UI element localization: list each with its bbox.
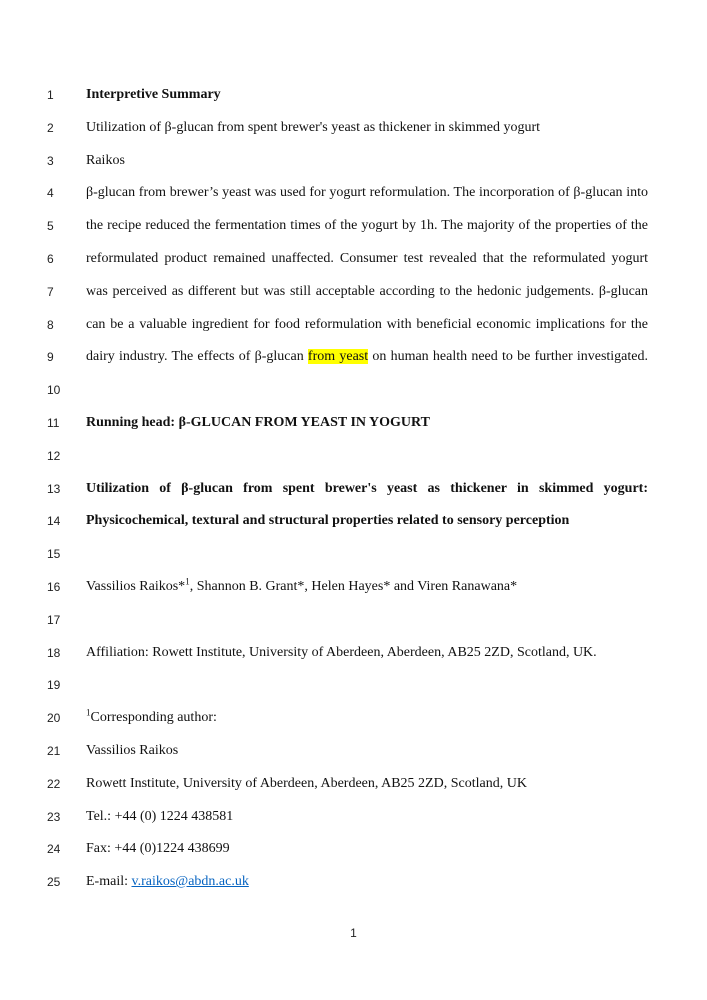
line-number: 19 <box>47 678 61 692</box>
line-7 <box>0 282 707 302</box>
affiliation: Affiliation: Rowett Institute, University of Aberdeen, Aberdeen, AB25 2ZD, Scotland, UK. <box>86 645 597 660</box>
line-number: 10 <box>47 383 61 397</box>
summary-body-last-line <box>86 347 648 367</box>
summary-body-line: β-glucan from brewer’s yeast was used for yogurt reformulation. The incorporation of β-glucan into <box>86 185 648 200</box>
line-number: 6 <box>47 252 54 266</box>
line-22 <box>0 774 707 794</box>
line-21 <box>0 741 707 761</box>
corresponding-label-text: Corresponding author: <box>90 710 217 725</box>
running-head: Running head: β-GLUCAN FROM YEAST IN YOGURT <box>86 415 430 430</box>
line-number: 13 <box>47 482 61 496</box>
line-number: 2 <box>47 121 54 135</box>
line-11 <box>0 413 707 433</box>
summary-text: on human health need to be further investigated. <box>368 349 648 364</box>
line-number: 14 <box>47 514 61 528</box>
line-number: 3 <box>47 154 54 168</box>
summary-text: dairy industry. The effects of β-glucan <box>86 349 308 364</box>
line-number: 18 <box>47 646 61 660</box>
line-5 <box>0 216 707 236</box>
line-number: 12 <box>47 449 61 463</box>
line-16 <box>0 577 707 597</box>
summary-title: Utilization of β-glucan from spent brewer's yeast as thickener in skimmed yogurt <box>86 120 541 135</box>
line-number: 5 <box>47 219 54 233</box>
summary-body-line: was perceived as different but was still acceptable according to the hedonic judgements. β-glucan <box>86 284 648 299</box>
paper-title-line: Physicochemical, textural and structural properties related to sensory perception <box>86 513 570 528</box>
line-3 <box>0 151 707 171</box>
line-19 <box>0 675 707 695</box>
line-24 <box>0 839 707 859</box>
line-15 <box>0 544 707 564</box>
line-number: 4 <box>47 186 54 200</box>
page-number: 1 <box>350 926 357 940</box>
line-14 <box>0 511 707 531</box>
line-number: 7 <box>47 285 54 299</box>
author-name: Vassilios Raikos* <box>86 579 186 594</box>
line-8 <box>0 315 707 335</box>
line-number: 9 <box>47 350 54 364</box>
summary-author: Raikos <box>86 153 125 168</box>
line-number: 1 <box>47 88 54 102</box>
line-number: 16 <box>47 580 61 594</box>
telephone: Tel.: +44 (0) 1224 438581 <box>86 809 234 824</box>
line-number: 15 <box>47 547 61 561</box>
line-20 <box>0 708 707 728</box>
line-2 <box>0 118 707 138</box>
line-18 <box>0 643 707 663</box>
corresponding-label <box>86 708 648 728</box>
line-number: 20 <box>47 711 61 725</box>
line-number: 11 <box>47 416 60 430</box>
author-list <box>86 577 648 597</box>
line-number: 21 <box>47 744 61 758</box>
summary-body-line: can be a valuable ingredient for food reformulation with beneficial economic implications for the <box>86 317 648 332</box>
line-number: 25 <box>47 875 61 889</box>
line-number: 23 <box>47 810 61 824</box>
line-6 <box>0 249 707 269</box>
line-number: 24 <box>47 842 61 856</box>
fax: Fax: +44 (0)1224 438699 <box>86 841 230 856</box>
highlighted-text: from yeast <box>307 349 369 364</box>
line-13 <box>0 479 707 499</box>
line-number: 8 <box>47 318 54 332</box>
email-line <box>86 872 648 892</box>
line-9 <box>0 347 707 367</box>
author-names: , Shannon B. Grant*, Helen Hayes* and Viren Ranawana* <box>189 579 518 594</box>
email-label: E-mail: <box>86 874 132 889</box>
line-4 <box>0 183 707 203</box>
line-number: 17 <box>47 613 61 627</box>
line-17 <box>0 610 707 630</box>
email-link[interactable]: v.raikos@abdn.ac.uk <box>131 874 249 889</box>
paper-title-line: Utilization of β-glucan from spent brewer's yeast as thickener in skimmed yogurt: <box>86 481 648 496</box>
corresponding-address: Rowett Institute, University of Aberdeen, Aberdeen, AB25 2ZD, Scotland, UK <box>86 776 527 791</box>
summary-body-line: the recipe reduced the fermentation times of the yogurt by 1h. The majority of the properties of the <box>86 218 648 233</box>
line-10 <box>0 380 707 400</box>
line-number: 22 <box>47 777 61 791</box>
corresponding-name: Vassilios Raikos <box>86 743 179 758</box>
line-12 <box>0 446 707 466</box>
line-23 <box>0 807 707 827</box>
line-25 <box>0 872 707 892</box>
footnote-marker: 1 <box>185 576 190 587</box>
footnote-marker: 1 <box>86 707 91 718</box>
summary-body-line: reformulated product remained unaffected. Consumer test revealed that the reformulated yogurt <box>86 251 648 266</box>
summary-heading: Interpretive Summary <box>86 87 221 102</box>
line-1 <box>0 85 707 105</box>
